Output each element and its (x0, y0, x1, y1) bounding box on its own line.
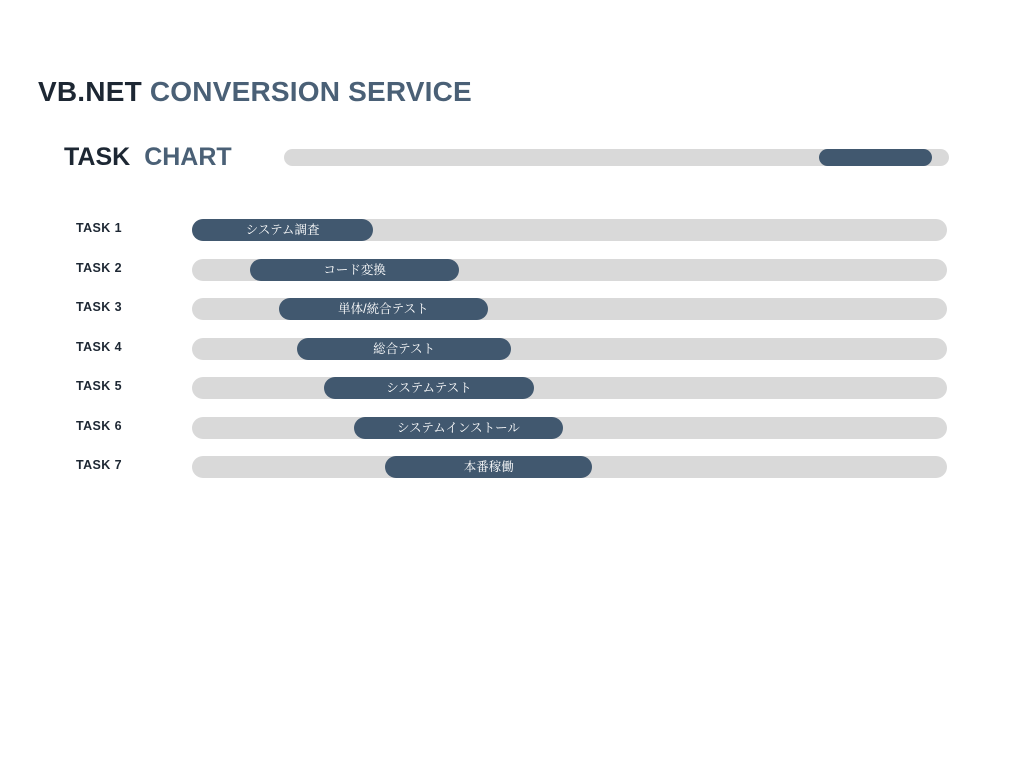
gantt-row-label: TASK 4 (76, 339, 122, 354)
gantt-row-track (192, 456, 947, 478)
gantt-row-track (192, 298, 947, 320)
gantt-row (0, 449, 1024, 489)
gantt-row-track (192, 338, 947, 360)
chart-subheader-word-task: TASK (64, 143, 131, 171)
gantt-row-label: TASK 2 (76, 260, 122, 275)
gantt-row-track (192, 377, 947, 399)
page-title (38, 76, 472, 108)
header-progress-fill (819, 149, 932, 166)
gantt-row (0, 331, 1024, 371)
gantt-row-label: TASK 5 (76, 379, 122, 393)
header-progress-track (284, 149, 949, 166)
page-title-main: VB.NET (38, 76, 142, 107)
page-title-sub: CONVERSION SERVICE (149, 76, 472, 107)
gantt-bar[interactable]: 単体/統合テスト (279, 298, 488, 320)
gantt-row-label: TASK 6 (76, 418, 122, 433)
gantt-row (0, 410, 1024, 450)
gantt-row-label: TASK 1 (76, 221, 122, 235)
gantt-bar[interactable]: 本番稼働 (385, 456, 592, 478)
chart-subheader (64, 140, 964, 174)
gantt-row (0, 252, 1024, 292)
gantt-row-label: TASK 7 (76, 458, 122, 472)
chart-subheader-text (64, 140, 232, 174)
gantt-row (0, 370, 1024, 410)
gantt-bar[interactable]: コード変換 (250, 259, 459, 281)
gantt-bar[interactable]: システムテスト (324, 377, 534, 399)
gantt-chart (0, 212, 1024, 489)
gantt-row (0, 212, 1024, 252)
gantt-row-label: TASK 3 (76, 300, 122, 314)
gantt-row-track (192, 259, 947, 281)
gantt-bar[interactable]: システムインストール (354, 417, 562, 439)
gantt-row (0, 291, 1024, 331)
gantt-row-track (192, 219, 947, 241)
gantt-bar[interactable]: システム調査 (192, 219, 373, 241)
chart-subheader-word-chart: CHART (144, 143, 232, 171)
gantt-row-track (192, 417, 947, 439)
gantt-bar[interactable]: 総合テスト (297, 338, 511, 360)
